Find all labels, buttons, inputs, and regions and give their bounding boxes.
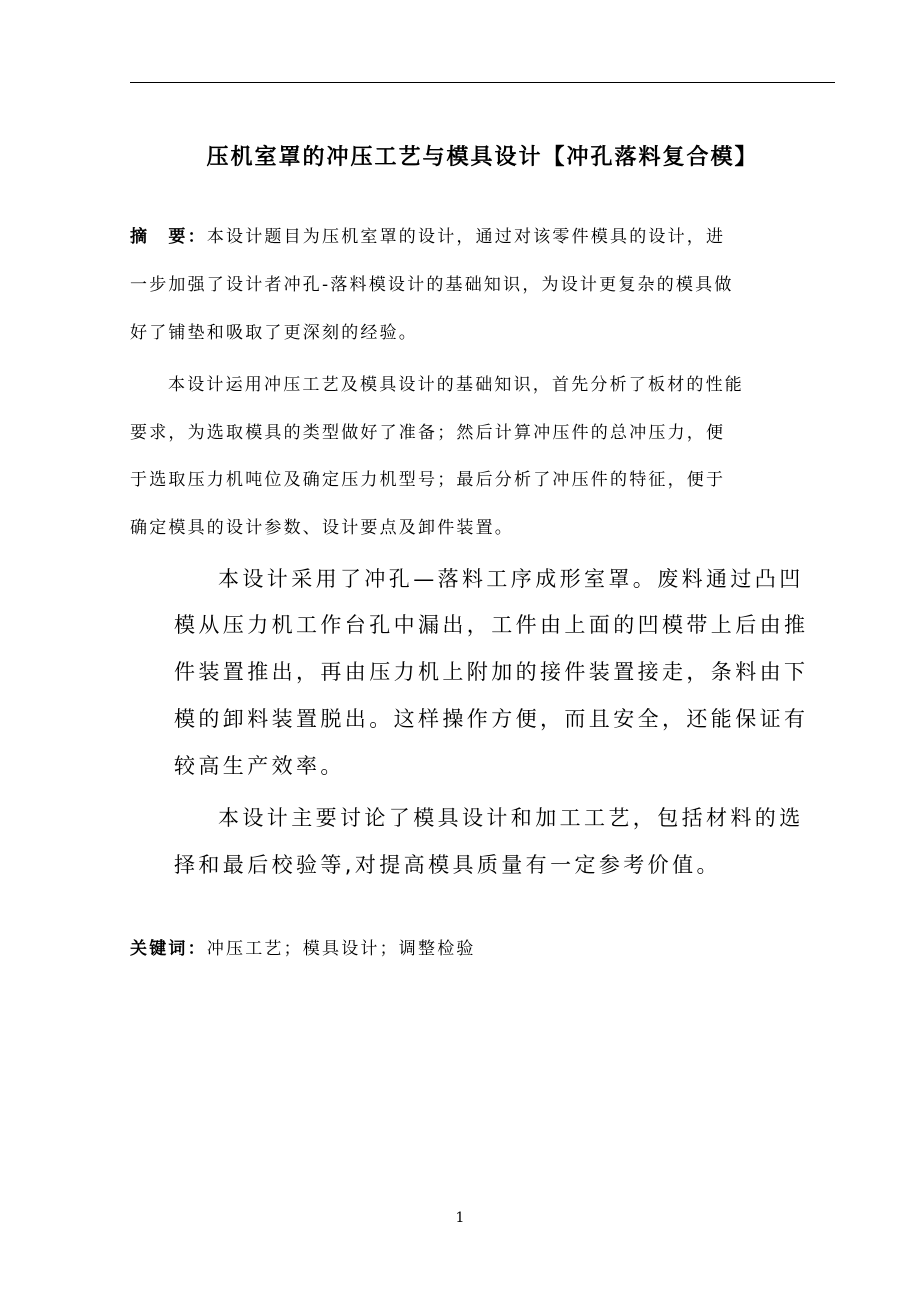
header-rule [130,82,835,83]
abstract-line: 本设计主要讨论了模具设计和加工工艺，包括材料的选 [218,806,804,830]
abstract-line: 择和最后校验等,对提高模具质量有一定参考价值。 [174,853,721,877]
keywords-label: 关键词： [130,939,207,959]
abstract-text: 本设计题目为压机室罩的设计，通过对该零件模具的设计，进 [206,227,726,247]
abstract-line [130,222,725,247]
abstract-line: 确定模具的设计参数、设计要点及卸件装置。 [130,518,514,538]
abstract-line: 于选取压力机吨位及确定压力机型号；最后分析了冲压件的特征，便于 [130,470,726,490]
abstract-line: 本设计运用冲压工艺及模具设计的基础知识，首先分析了板材的性能 [168,375,744,395]
abstract-line: 模从压力机工作台孔中漏出，工件由上面的凹模带上后由推 [174,613,809,637]
abstract-line: 件装置推出，再由压力机上附加的接件装置接走，条料由下 [174,660,809,684]
abstract-line: 好了铺垫和吸取了更深刻的经验。 [130,323,418,343]
abstract-line: 一步加强了设计者冲孔-落料模设计的基础知识，为设计更复杂的模具做 [130,275,734,295]
document-title: 压机室罩的冲压工艺与模具设计【冲孔落料复合模】 [206,145,759,170]
abstract-label: 摘 要： [130,227,207,247]
page-number: 1 [455,1210,465,1226]
abstract-line: 较高生产效率。 [174,754,345,778]
keywords-line [130,934,476,959]
keywords-text: 冲压工艺；模具设计；调整检验 [206,939,476,959]
abstract-line: 模的卸料装置脱出。这样操作方便，而且安全，还能保证有 [174,707,809,731]
abstract-line: 要求，为选取模具的类型做好了准备；然后计算冲压件的总冲压力，便 [130,423,726,443]
abstract-line: 本设计采用了冲孔—落料工序成形室罩。废料通过凸凹 [218,567,804,591]
